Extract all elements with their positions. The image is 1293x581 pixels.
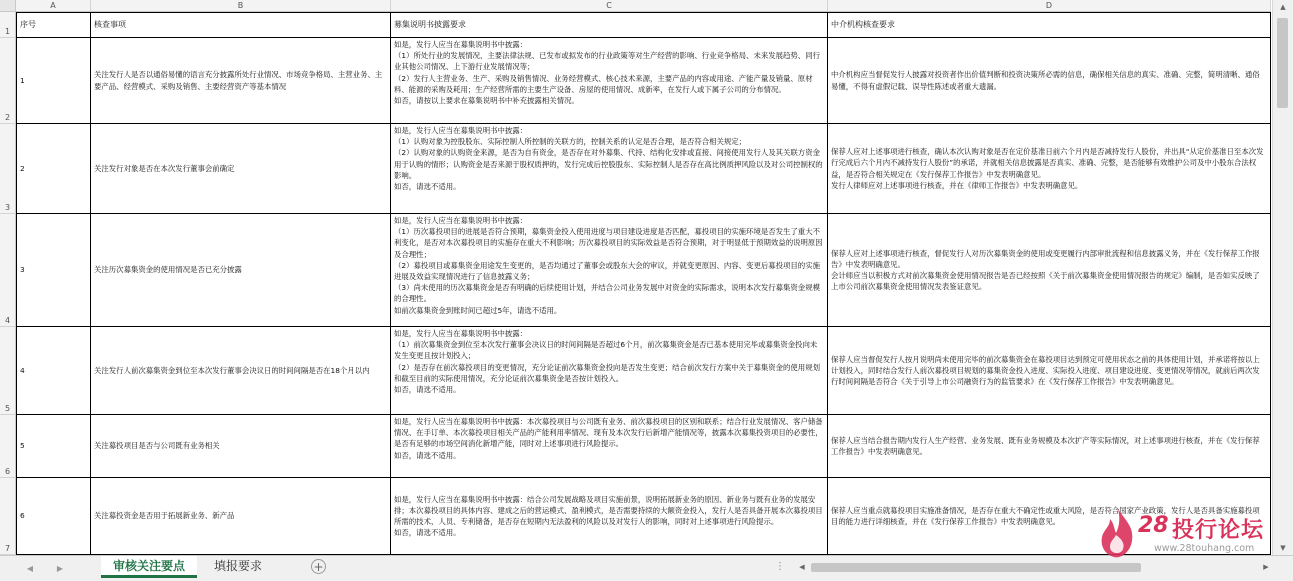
row-header-3[interactable]: 3: [0, 124, 16, 214]
table-cell-seq[interactable]: 4: [16, 327, 91, 415]
row-header-1[interactable]: 1: [0, 12, 16, 38]
scroll-up-icon[interactable]: ▲: [1280, 3, 1286, 11]
tab-audit-focus[interactable]: 审核关注要点: [101, 556, 197, 578]
table-cell-item[interactable]: 关注发行人是否以通俗易懂的语言充分披露所处行业情况、市场竞争格局、主营业务、主要产品、经营模式、采购及销售、主要经营资产等基本情况: [91, 38, 391, 124]
table-cell-verification[interactable]: 保荐人应对上述事项进行核查，督促发行人对历次募集资金的使用或变更履行内部审批流程和信息披露义务，并在《发行保荐工作报告》中发表明确意见。 会计师应当以积极方式对前次募集资金使用情况报告是否已经按照《关于前次募集资金使用情况报告的规定》编制，是否如实反映了上市公司前次募集资金使用情况发表鉴证意见。: [828, 214, 1271, 327]
table-cell-verification[interactable]: 中介机构应当督促发行人披露对投资者作出价值判断和投资决策所必需的信息，确保相关信息的真实、准确、完整，简明清晰、通俗易懂，不得有虚假记载、误导性陈述或者重大遗漏。: [828, 38, 1271, 124]
row-header-7[interactable]: 7: [0, 478, 16, 555]
scroll-left-icon[interactable]: ◀: [799, 563, 805, 571]
more-icon[interactable]: ⋮: [775, 561, 785, 572]
table-cell-seq[interactable]: 3: [16, 214, 91, 327]
flame-icon: [1098, 505, 1138, 561]
table-cell-disclosure[interactable]: 如是，发行人应当在募集说明书中披露： （1）所处行业的发展情况、主要法律法规、已发布或拟发布的行业政策等对生产经营的影响、行业竞争格局、未来发展趋势、同行业其他公司情况、上下游行业发展情况等； （2）发行人主营业务、生产、采购及销售情况、业务经营模式、核心技术来源，主要产品的内容或用途、产能产量及销量、原材料、能源的采购及耗用；生产经营所需的主要生产设备、房屋的使用情况、成新率，在发行人或下属子公司的分布情况。 如否，请按以上要求在募集说明书中补充披露相关情况。: [391, 38, 828, 124]
column-header-b[interactable]: B: [91, 0, 391, 11]
row-header-2[interactable]: 2: [0, 38, 16, 124]
header-cell-seq[interactable]: 序号: [16, 12, 91, 38]
table-cell-seq[interactable]: 1: [16, 38, 91, 124]
header-cell-verification[interactable]: 中介机构核查要求: [828, 12, 1271, 38]
table-cell-verification[interactable]: 保荐人应对上述事项进行核查，确认本次认购对象是否在定价基准日前六个月内是否减持发行人股份，并出具“从定价基准日至本次发行完成后六个月内不减持发行人股份”的承诺，并就相关信息披露是否真实、准确、完整，是否能够有效维护公司及中小股东合法权益，是否符合相关规定在《发行保荐工作报告》中发表明确意见。 发行人律师应对上述事项进行核查，并在《律师工作报告》中发表明确意见。: [828, 124, 1271, 214]
table-cell-item[interactable]: 关注发行人前次募集资金到位至本次发行董事会决议日的时间间隔是否在18个月以内: [91, 327, 391, 415]
tab-filling-requirements[interactable]: 填报要求: [214, 559, 263, 573]
add-sheet-button[interactable]: +: [311, 559, 326, 574]
table-cell-disclosure[interactable]: 如是，发行人应当在募集说明书中披露： （1）认购对象为控股股东、实际控制人所控制的关联方的，控制关系的认定是否合理，是否符合相关规定； （2）认购对象的认购资金来源，是否为自有资金，是否存在对外募集、代持、结构化安排或直接、间接使用发行人及其关联方资金用于认购的情形；认购资金是否来源于股权质押的，发行完成后控股股东、实际控制人是否存在高比例质押风险以及对公司控制权的影响。 如否，请选不适用。: [391, 124, 828, 214]
column-header-a[interactable]: A: [16, 0, 91, 11]
watermark-title: 投行论坛: [1172, 518, 1265, 543]
tab-prev-icon[interactable]: ◀: [26, 564, 34, 573]
table-cell-verification[interactable]: 保荐人应当督促发行人按月说明尚未使用完毕的前次募集资金在募投项目达到预定可使用状态之前的具体使用计划，并承诺将按以上计划投入，同时结合发行人前次募投项目规划的募集资金投入进度、实际投入进度、项目建设进度、变更情况等情况，就前后两次发行时间间隔是否符合《关于引导上市公司融资行为的监管要求》在《发行保荐工作报告》中发表明确意见。: [828, 327, 1271, 415]
table-cell-item[interactable]: 关注历次募集资金的使用情况是否已充分披露: [91, 214, 391, 327]
scroll-down-icon[interactable]: ▼: [1280, 544, 1286, 552]
table-cell-seq[interactable]: 5: [16, 415, 91, 478]
row-header-6[interactable]: 6: [0, 415, 16, 478]
table-cell-item[interactable]: 关注募投资金是否用于拓展新业务、新产品: [91, 478, 391, 555]
table-cell-verification[interactable]: 保荐人应当重点就募投项目实施准备情况，是否存在重大不确定性或重大风险，是否符合国家产业政策，发行人是否具备实施募投项目的能力进行详细核查，并在《发行保荐工作报告》中发表明确意见。: [828, 478, 1271, 555]
scroll-right-icon[interactable]: ▶: [1263, 563, 1269, 571]
table-cell-disclosure[interactable]: 如是，发行人应当在募集说明书中披露：本次募投项目与公司既有业务、前次募投项目的区别和联系；结合行业发展情况、客户储备情况、在手订单、本次募投项目相关产品的产能利用率情况、现有及本次发行后新增产能情况等，披露本次募集投资项目的必要性，是否有足够的市场空间消化新增产能，同时对上述事项进行风险提示。 如否，请选不适用。: [391, 415, 828, 478]
table-cell-seq[interactable]: 6: [16, 478, 91, 555]
watermark-number: 28: [1138, 513, 1169, 538]
table-cell-disclosure[interactable]: 如是，发行人应当在募集说明书中披露：结合公司发展战略及项目实施前景，说明拓展新业务的原因、新业务与既有业务的发展安排；本次募投项目的具体内容、建成之后的营运模式、盈利模式，是否需要持续的大额资金投入，发行人是否具备开展本次募投项目所需的技术、人员、专利储备，是否存在短期内无法盈利的风险以及对发行人的影响，同时对上述事项进行风险提示。 如否，请选不适用。: [391, 478, 828, 555]
watermark-url: www.28touhang.com: [1154, 543, 1255, 554]
table-cell-item[interactable]: 关注发行对象是否在本次发行董事会前确定: [91, 124, 391, 214]
column-header-d[interactable]: D: [828, 0, 1271, 11]
row-header-5[interactable]: 5: [0, 327, 16, 415]
row-header-4[interactable]: 4: [0, 214, 16, 327]
header-cell-item[interactable]: 核查事项: [91, 12, 391, 38]
horizontal-scroll-thumb[interactable]: [811, 563, 1141, 572]
watermark-logo: [1098, 505, 1273, 565]
vertical-scroll-thumb[interactable]: [1277, 18, 1288, 108]
tab-next-icon[interactable]: ▶: [56, 564, 64, 573]
select-all-corner[interactable]: [0, 0, 16, 12]
column-header-bar: [16, 0, 1271, 12]
table-cell-disclosure[interactable]: 如是，发行人应当在募集说明书中披露： （1）历次募投项目的进展是否符合预期，募集资金投入使用进度与项目建设进度是否匹配，募投项目的实施环境是否发生了重大不利变化，是否对本次募投项目的实施存在重大不利影响；历次募投项目的实际效益是否符合预期，对于明显低于预期效益的说明原因及合理性； （2）募投项目或募集资金用途发生变更的，是否均通过了董事会或股东大会的审议，并就变更原因、内容、变更后募投项目的实施进展及效益实现情况进行了信息披露义务； （3）尚未使用的历次募集资金是否有明确的后续使用计划，并结合公司业务发展中对资金的实际需求，说明本次发行募集资金规模的合理性。 如前次募集资金到账时间已超过5年，请选不适用。: [391, 214, 828, 327]
table-cell-seq[interactable]: 2: [16, 124, 91, 214]
column-header-c[interactable]: C: [391, 0, 828, 11]
table-cell-verification[interactable]: 保荐人应当结合报告期内发行人生产经营、业务发展、既有业务规模及本次扩产等实际情况，对上述事项进行核查，并在《发行保荐工作报告》中发表明确意见。: [828, 415, 1271, 478]
table-cell-item[interactable]: 关注募投项目是否与公司既有业务相关: [91, 415, 391, 478]
table-cell-disclosure[interactable]: 如是，发行人应当在募集说明书中披露： （1）前次募集资金到位至本次发行董事会决议日的时间间隔是否超过6个月，前次募集资金是否已基本使用完毕或募集资金投向未发生变更且按计划投入； （2）是否存在前次募投项目的变更情况，充分论证前次募集资金投向是否发生变更；结合前次发行方案中关于募集资金的使用规划和截至目前的实际使用情况，充分论证前次募集资金是否按计划投入。 如否，请选不适用。: [391, 327, 828, 415]
header-cell-disclosure[interactable]: 募集说明书披露要求: [391, 12, 828, 38]
vertical-scrollbar[interactable]: [1272, 0, 1293, 555]
